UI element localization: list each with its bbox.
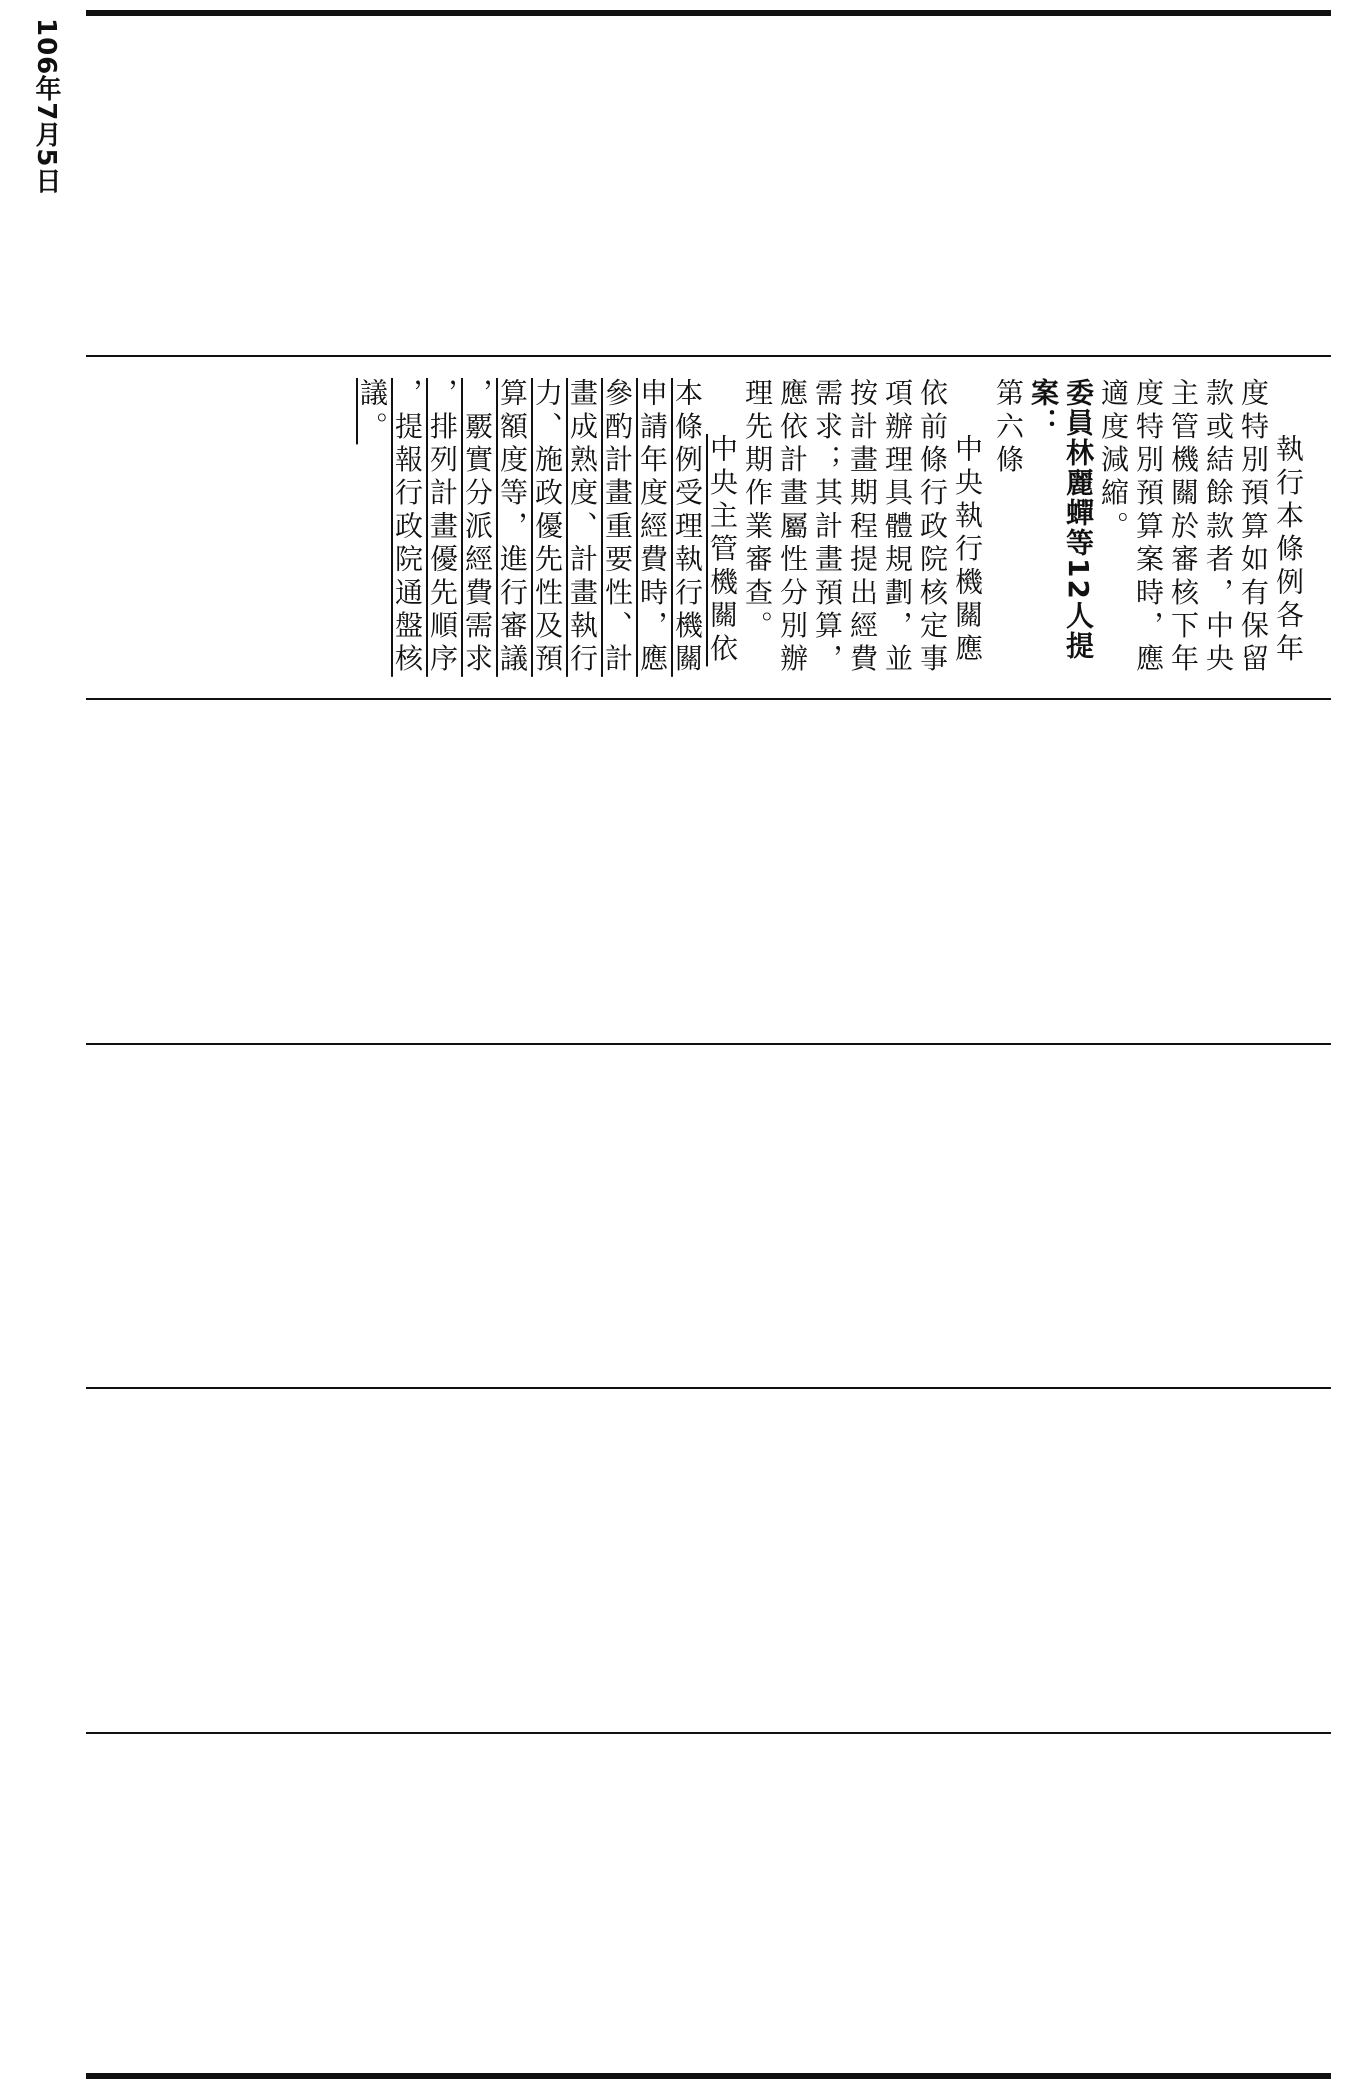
para2-line: 參酌計畫重要性、計 (601, 378, 634, 677)
cell1-line: 款或結餘款者，中央 (1202, 378, 1235, 677)
row-divider-4 (86, 1387, 1331, 1389)
row-divider-1 (86, 355, 1331, 357)
para2-line: ，提報行政院通盤核 (391, 378, 424, 677)
para2-line: 中央主管機關依 (706, 434, 739, 667)
cell1-line: 度特別預算如有保留 (1237, 378, 1270, 677)
proposal-text-cell (86, 378, 1306, 696)
para1-line: 需求；其計畫預算， (811, 378, 844, 677)
para2-line: ，覈實分派經費需求 (461, 378, 494, 677)
article-number: 第六條 (992, 378, 1025, 478)
para2-line: ，排列計畫優先順序 (426, 378, 459, 677)
row-divider-3 (86, 1043, 1331, 1045)
top-border (86, 10, 1331, 16)
para1-line: 依前條行政院核定事 (916, 378, 949, 677)
para1-line: 項辦理具體規劃，並 (881, 378, 914, 677)
comparison-table (86, 10, 1331, 2065)
para1-line: 中央執行機關應 (951, 434, 984, 667)
para1-line: 理先期作業審查。 (741, 378, 774, 644)
document-date: 106年7月5日 (31, 18, 61, 195)
para2-line: 申請年度經費時，應 (636, 378, 669, 677)
row-divider-5 (86, 1732, 1331, 1734)
para2-line: 力、施政優先性及預 (531, 378, 564, 677)
row-divider-2 (86, 698, 1331, 700)
cell1-line: 適度減縮。 (1097, 378, 1130, 544)
cell1-line: 主管機關於審核下年 (1167, 378, 1200, 677)
para2-line: 算額度等，進行審議 (496, 378, 529, 677)
bottom-border (86, 2073, 1331, 2079)
cell1-line: 執行本條例各年 (1272, 434, 1305, 667)
para2-line: 議。 (356, 378, 389, 445)
para2-line: 畫成熟度、計畫執行 (566, 378, 599, 677)
cell1-line: 度特別預算案時，應 (1132, 378, 1165, 677)
para1-line: 應依計畫屬性分別辦 (776, 378, 809, 677)
para2-line: 本條例受理執行機關 (671, 378, 704, 677)
proposal-title: 委員林麗蟬等12人提案： (1027, 378, 1095, 661)
para1-line: 按計畫期程提出經費 (846, 378, 879, 677)
